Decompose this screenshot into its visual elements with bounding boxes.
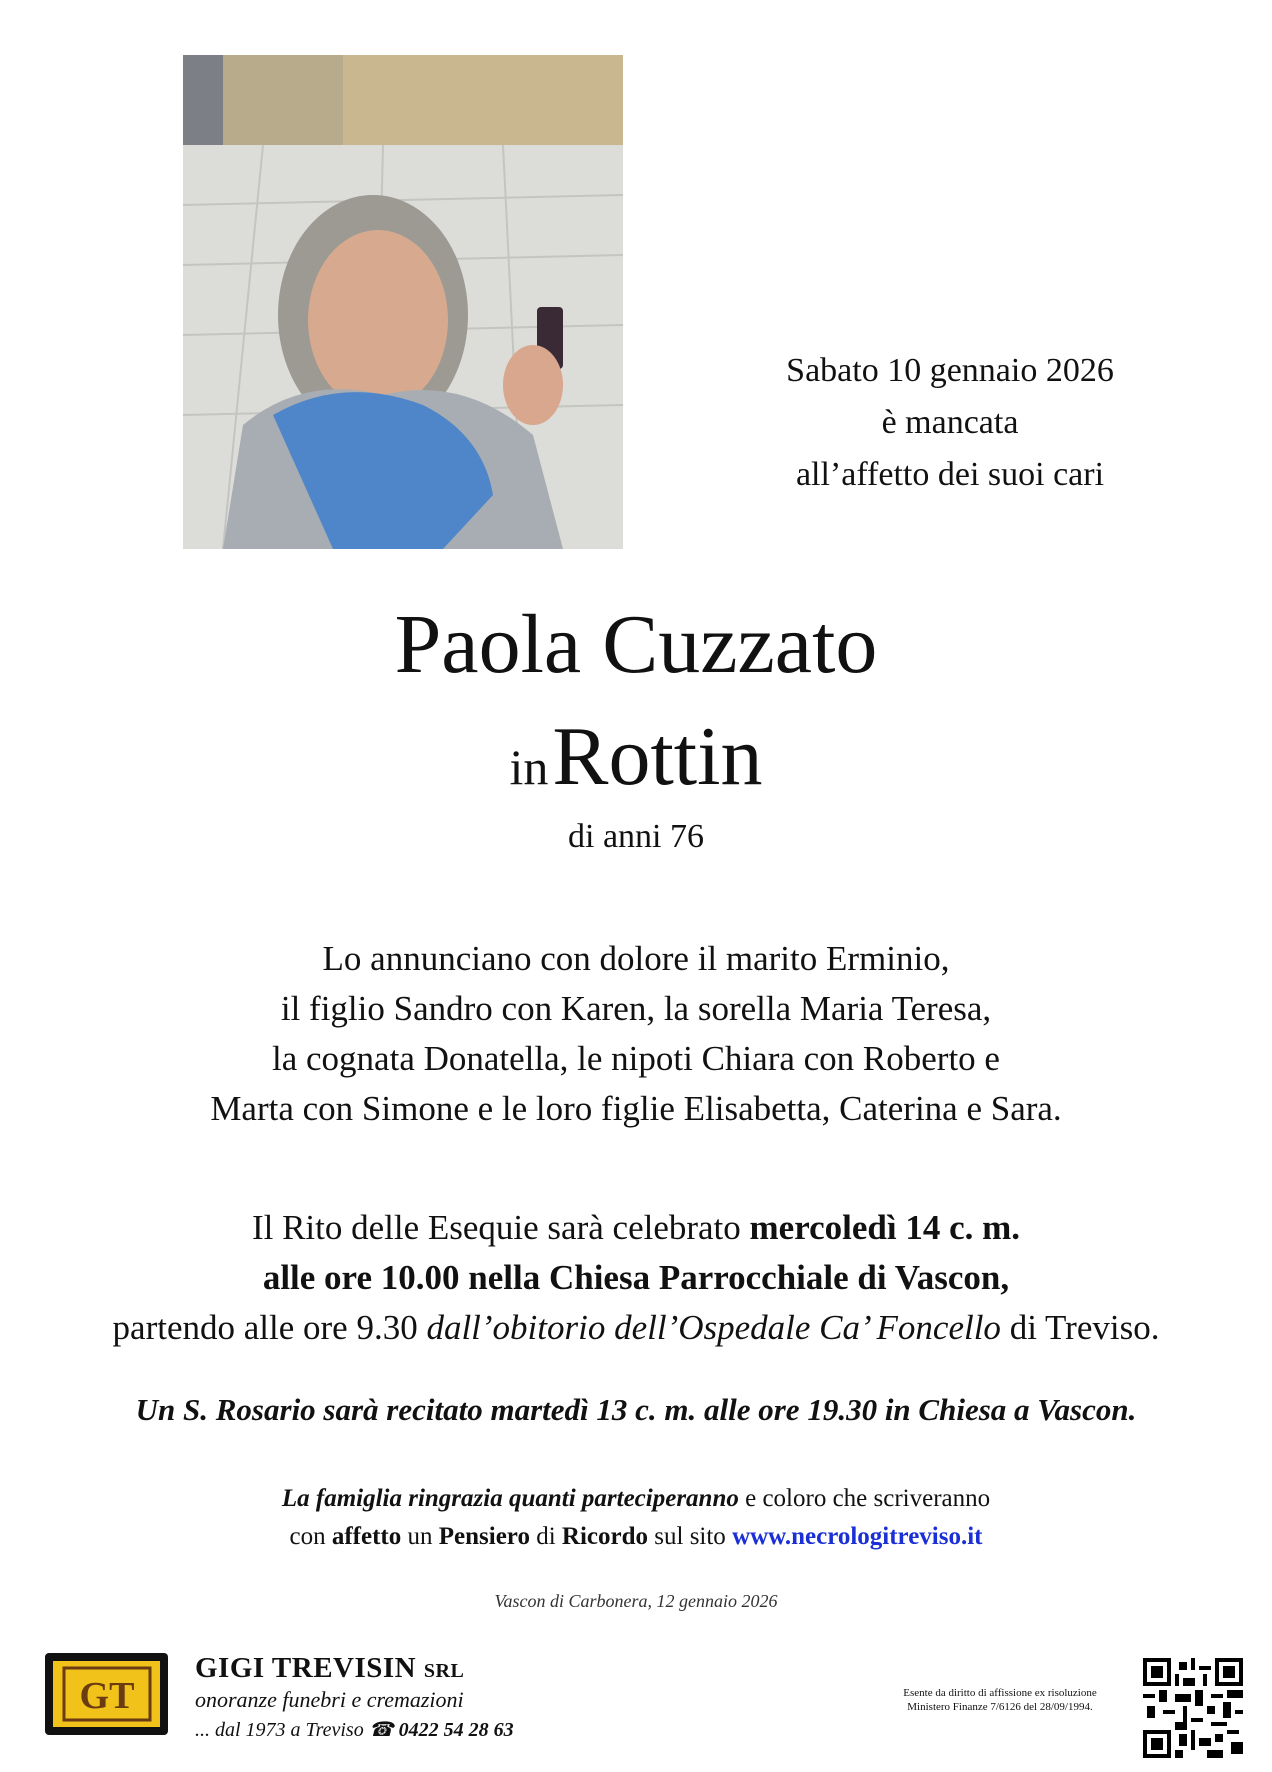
company-since-line [195,1717,595,1742]
place-and-date: Vascon di Carbonera, 12 gennaio 2026 [494,1591,778,1611]
funeral-line-2 [0,1253,1272,1303]
departure-place: dall’obitorio dell’Ospedale Ca’ Foncello [426,1308,1001,1347]
necrology-website-link[interactable]: www.necrologitreviso.it [732,1523,983,1550]
logo-text: GT [79,1675,134,1717]
company-phone[interactable]: 0422 54 28 63 [398,1719,514,1741]
thanks-text: con [289,1523,332,1550]
departure-city: di Treviso. [1000,1308,1160,1347]
company-name-line [195,1652,595,1685]
thanks-family: La famiglia ringrazia quanti parteciperanno [281,1485,739,1512]
family-announcement [0,934,1272,1134]
thanks-bold: Pensiero [438,1523,530,1550]
married-name-line [0,707,1272,830]
announcement-line: la cognata Donatella, le nipoti Chiara con Roberto e [272,1039,1000,1078]
funeral-home-info [195,1652,595,1742]
thanks-text: un [401,1523,439,1550]
funeral-date: mercoledì 14 c. m. [749,1208,1021,1247]
thanks-line-1 [0,1480,1272,1518]
thanks-line-2 [0,1518,1272,1556]
announcement-line: il figlio Sandro con Karen, la sorella Maria Teresa, [280,989,992,1028]
exemption-line-2: Ministero Finanze 7/6126 del 28/09/1994. [907,1701,1093,1713]
thanks-bold: Ricordo [561,1523,649,1550]
funeral-time-place: alle ore 10.00 nella Chiesa Parrocchiale di Vascon, [262,1258,1010,1297]
thanks-bold: affetto [331,1523,402,1550]
company-since: ... dal 1973 a Treviso [195,1719,364,1741]
announcement-line: Lo annunciano con dolore il marito Erminio, [322,939,950,978]
death-date: Sabato 10 gennaio 2026 [786,352,1114,389]
rosary-notice: Un S. Rosario sarà recitato martedì 13 c. m. alle ore 19.30 in Chiesa a Vascon. [135,1392,1137,1427]
company-name: GIGI TREVISIN [195,1652,417,1684]
intro-line-3: all’affetto dei suoi cari [795,456,1105,493]
married-name: Rottin [552,710,763,803]
logo-badge [53,1661,160,1727]
funeral-details [0,1203,1272,1353]
exemption-line-1: Esente da diritto di affissione ex risoluzione [903,1687,1097,1699]
tax-exemption-note [870,1686,1130,1714]
company-tagline: onoranze funebri e cremazioni [195,1687,464,1712]
funeral-line-3 [0,1303,1272,1353]
departure-time: partendo alle ore 9.30 [112,1308,427,1347]
thanks-text: di [529,1523,562,1550]
phone-icon: ☎ [368,1719,394,1741]
death-announcement-intro [700,345,1200,501]
thanks-note [0,1480,1272,1556]
funeral-line-1 [0,1203,1272,1253]
thanks-text: e coloro che scriveranno [738,1485,991,1512]
company-suffix: SRL [423,1660,465,1682]
married-prefix: in [509,739,549,795]
thanks-text: sul sito [648,1523,733,1550]
funeral-text: Il Rito delle Esequie sarà celebrato [251,1208,750,1247]
company-logo [45,1653,168,1735]
announcement-line: Marta con Simone e le loro figlie Elisabetta, Caterina e Sara. [210,1089,1062,1128]
intro-line-2: è mancata [881,404,1019,441]
deceased-age: di anni 76 [568,818,704,855]
qr-code-icon[interactable] [1143,1658,1243,1758]
portrait-photo [183,55,623,549]
logo-monogram-icon [62,1666,152,1722]
deceased-name: Paola Cuzzato [394,598,878,691]
